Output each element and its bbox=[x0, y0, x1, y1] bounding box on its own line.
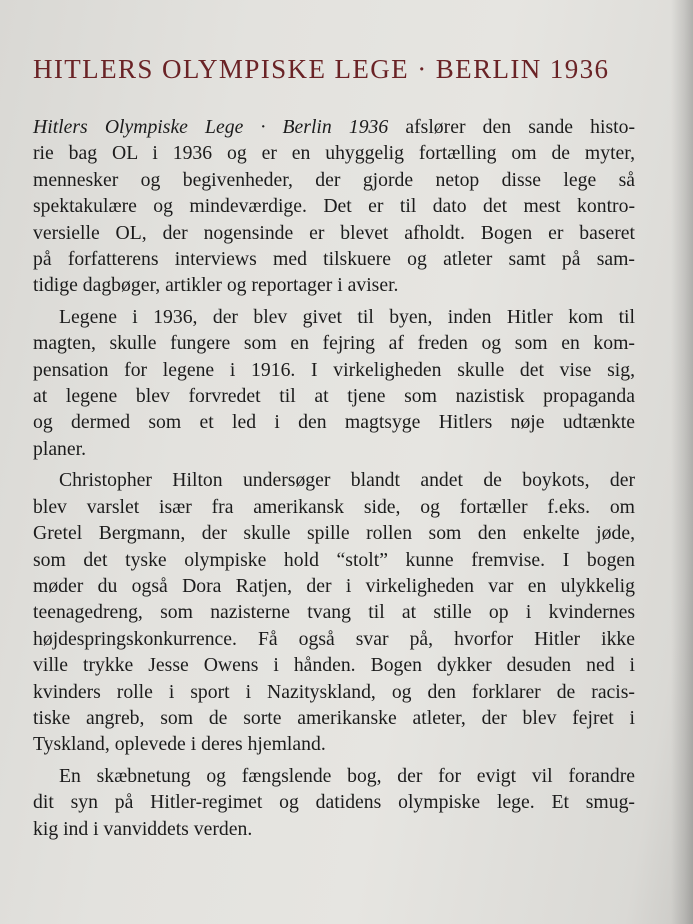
text-line: møder du også Dora Ratjen, der i virkeligheden var en ulykkelig bbox=[33, 574, 635, 597]
page-title: HITLERS OLYMPISKE LEGE · BERLIN 1936 bbox=[33, 54, 610, 84]
paragraph-1 bbox=[33, 114, 635, 299]
text-line: kvinders rolle i sport i Nazityskland, og den forklarer de racis- bbox=[33, 680, 635, 703]
text-line: mennesker og begivenheder, der gjorde netop disse lege så bbox=[33, 168, 635, 191]
text-line: højdespringskonkurrence. Få også svar på, hvorfor Hitler ikke bbox=[33, 627, 635, 650]
text-line: tidige dagbøger, artikler og reportager i aviser. bbox=[33, 274, 399, 297]
paragraph-3 bbox=[33, 467, 635, 757]
paragraph-4 bbox=[33, 763, 635, 842]
text-line: En skæbnetung og fængslende bog, der for evigt vil forandre bbox=[59, 764, 635, 787]
text-line: at legene blev forvredet til at tjene som nazistisk propaganda bbox=[33, 385, 635, 408]
text-line: teenagedreng, som nazisterne tvang til at stille op i kvindernes bbox=[33, 601, 635, 624]
text-line: pensation for legene i 1916. I virkeligheden skulle det vise sig, bbox=[33, 358, 635, 381]
text-line: dit syn på Hitler-regimet og datidens olympiske lege. Et smug- bbox=[33, 791, 635, 814]
text-line: Christopher Hilton undersøger blandt andet de boykots, der bbox=[59, 469, 635, 492]
blurb-text bbox=[33, 114, 635, 847]
page-edge-shadow bbox=[671, 0, 693, 924]
text-line: og dermed som et led i den magtsyge Hitlers nøje udtænkte bbox=[33, 411, 635, 434]
text-line: ville trykke Jesse Owens i hånden. Bogen dykker desuden ned i bbox=[33, 654, 635, 677]
text-line: rie bag OL i 1936 og er en uhyggelig fortælling om de myter, bbox=[33, 142, 635, 165]
text-line: tiske angreb, som de sorte amerikanske atleter, der blev fejret i bbox=[33, 706, 635, 729]
text-line: blev varslet især fra amerikansk side, og fortæller f.eks. om bbox=[33, 495, 635, 518]
text-line: versielle OL, der nogensinde er blevet afholdt. Bogen er baseret bbox=[33, 221, 635, 244]
text-line: planer. bbox=[33, 437, 87, 460]
paragraph-2 bbox=[33, 304, 635, 462]
text-line: spektakulære og mindeværdige. Det er til dato det mest kontro- bbox=[33, 195, 635, 218]
line-text: afslører den sande histo- bbox=[388, 116, 636, 138]
text-line: kig ind i vanviddets verden. bbox=[33, 817, 253, 840]
text-line: magten, skulle fungere som en fejring af freden og som en kom- bbox=[33, 332, 635, 355]
text-line: på forfatterens interviews med tilskuere og atleter samt på sam- bbox=[33, 248, 635, 271]
text-line: Legene i 1936, der blev givet til byen, inden Hitler kom til bbox=[59, 305, 635, 328]
text-line: som det tyske olympiske hold “stolt” kunne fremvise. I bogen bbox=[33, 548, 635, 571]
text-line: Tyskland, oplevede i deres hjemland. bbox=[33, 733, 326, 756]
book-title-italic: Hitlers Olympiske Lege · Berlin 1936 bbox=[33, 116, 389, 138]
text-line: Gretel Bergmann, der skulle spille rollen som den enkelte jøde, bbox=[33, 522, 635, 545]
text-line bbox=[33, 114, 635, 140]
